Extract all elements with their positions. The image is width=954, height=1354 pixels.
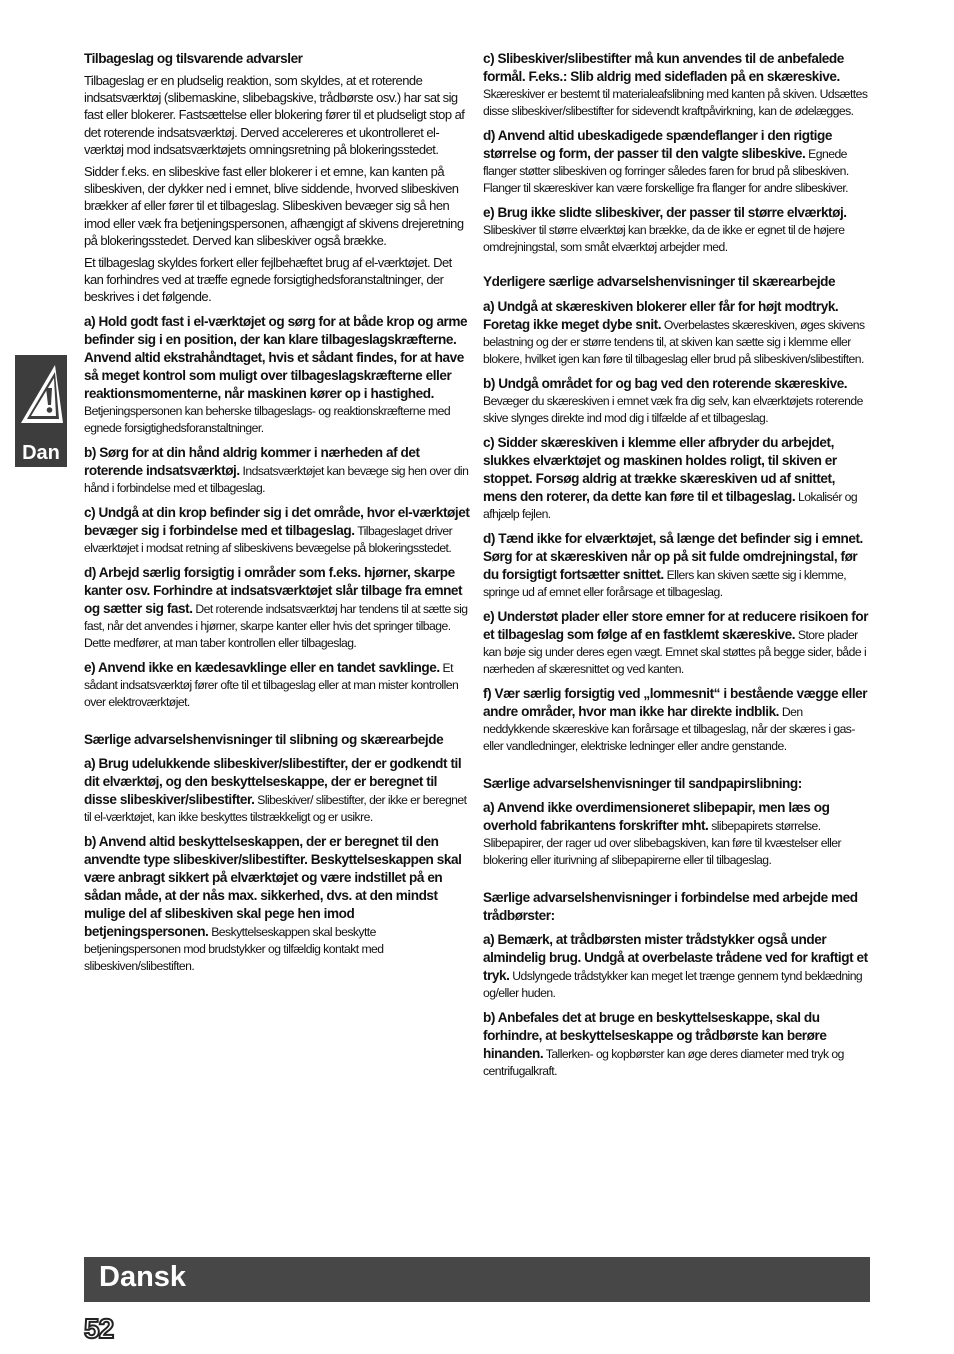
warning-item-lead: e) Understøt plader eller store emner for at reducere risikoen for et tilbageslag som følge af en fastklemt skæreskive. xyxy=(483,608,869,642)
warning-item-body: Store plader kan bøje sig under deres egen vægt. Emnet skal støttes på begge sider, både i nærheden af skæresnittet og ved kanten. xyxy=(483,627,867,676)
warning-item xyxy=(84,659,470,711)
warning-item xyxy=(483,530,869,601)
warning-item-body: Slibeskiver/ slibestifter, der ikke er beregnet til el-værktøjet, kan ikke beskyttes tilstrækkeligt og er usikre. xyxy=(84,793,467,825)
warning-item-lead: b) Anbefales det at bruge en beskyttelseskappe, skal du forhindre, at beskyttelseskappe og trådbørste kan berøre hinanden. xyxy=(483,1010,827,1061)
footer-language-title: Dansk xyxy=(99,1261,187,1293)
warning-item-lead: f) Vær særlig forsigtig ved „lommesnit“ i bestående vægge eller andre områder, hvor man ikke har direkte indblik. xyxy=(483,685,868,719)
warning-item-lead: d) Tænd ikke for elværktøjet, så længe det befinder sig i emnet. Sørg for at skæreskiven når op på sit fulde omdrejningstal, før du forsigtigt fortsætter snittet. xyxy=(483,530,863,582)
warning-item xyxy=(84,444,470,497)
left-column xyxy=(84,50,470,975)
warning-item-body: Ellers kan skiven sætte sig i klemme, springe ud af emnet eller forårsage et tilbageslag. xyxy=(483,567,847,599)
warning-item xyxy=(483,50,869,120)
body-paragraph: Sidder f.eks. en slibeskive fast eller blokerer i et emne, kan kanten på slibeskiven, der dykker ned i emnet, blive siddende, hvorved slibeskiven brækker af eller fører til et tilbageslag. Slibeskiven bevæger sig så hen imod eller væk fra betjeningspersonen, afhængigt af skivens drejeretning på blokeringsstedet. Derved kan slibeskiver også brække. xyxy=(84,163,464,249)
warning-item xyxy=(84,313,470,437)
warning-item-lead: e) Anvend ikke en kædesavklinge eller en tandet savklinge. xyxy=(84,659,440,675)
warning-item-lead: a) Hold godt fast i el-værktøjet og sørg for at både krop og arme befinder sig i en position, der kan klare tilbageslagskræfterne. Anvend altid ekstrahåndtaget, hvis et sådant findes, for at have så meget kontrol som muligt over tilbageslagskræfterne eller reaktionsmomenterne, når maskinen kører op i hastighed. xyxy=(84,313,468,401)
warning-item-lead: c) Sidder skæreskiven i klemme eller afbryder du arbejdet, slukkes elværktøjet og maskinen holdes roligt, til skiven er stoppet. Forsøg aldrig at trække skæreskiven ud af snittet, mens den roterer, da dette kan føre til et tilbageslag. xyxy=(483,434,837,504)
section-heading: Særlige advarselshenvisninger til sandpapirslibning: xyxy=(483,775,802,791)
warning-item xyxy=(483,204,869,256)
warning-item-lead: c) Undgå at din krop befinder sig i det område, hvor el-værktøjet bevæger sig i forbindelse med et tilbageslag. xyxy=(84,504,470,538)
section-heading: Særlige advarselshenvisninger i forbindelse med arbejde med trådbørster: xyxy=(483,890,858,923)
warning-item xyxy=(84,504,470,557)
warning-item-lead: c) Slibeskiver/slibestifter må kun anvendes til de anbefalede formål. F.eks.: Slib aldrig med sidefladen på en skæreskive. xyxy=(483,51,844,84)
warning-item-body: Overbelastes skæreskiven, øges skivens belastning og der er større tendens til, at skiven kan sætte sig i klemme eller blokere, hvilket igen kan føre til tilbageslag eller brud på slibeskiven/slibestiften. xyxy=(483,317,865,366)
language-tab-label: Dan xyxy=(22,442,60,464)
warning-item-body: Det roterende indsatsværktøj har tendens til at sætte sig fast, når det anvendes i hjørner, skarpe kanter eller hvis det springer tilbage. Dette medfører, at man taber kontrollen eller tilbageslag. xyxy=(84,601,468,650)
warning-item-body: Beskyttelseskappen skal beskytte betjeningspersonen mod brudstykker og tilfældig kontakt med slibeskiven/slibestiften. xyxy=(84,925,384,974)
section-heading: Særlige advarselshenvisninger til slibning og skærearbejde xyxy=(84,731,444,747)
warning-item-lead: a) Undgå at skæreskiven blokerer eller får for højt modtryk. Foretag ikke meget dybe snit. xyxy=(483,298,839,332)
right-column xyxy=(483,50,869,1080)
warning-item-lead: d) Anvend altid ubeskadigede spændeflanger i den rigtige størrelse og form, der passer til den valgte slibeskive. xyxy=(483,128,832,161)
warning-item-body: Lokalisér og afhjælp fejlen. xyxy=(483,489,858,521)
warning-item xyxy=(483,127,869,197)
warning-item-body: Tallerken- og kopbørster kan øge deres diameter med tryk og centrifugalkraft. xyxy=(483,1047,844,1078)
warning-item-lead: b) Sørg for at din hånd aldrig kommer i nærheden af det roterende indsatsværktøj. xyxy=(84,444,420,478)
warning-item xyxy=(483,434,869,523)
warning-item-body: Et sådant indsatsværktøj fører ofte til et tilbageslag eller at man mister kontrollen over elektroværktøjet. xyxy=(84,660,459,709)
warning-item xyxy=(483,1009,869,1080)
warning-item-lead: a) Bemærk, at trådbørsten mister trådstykker også under almindelig brug. Undgå at overbelaste trådene ved for kraftigt et tryk. xyxy=(483,932,868,983)
body-paragraph: Tilbageslag er en pludselig reaktion, som skyldes, at et roterende indsatsværktøj (slibemaskine, slibebagskive, trådbørste osv.) har sat sig fast eller blokerer. Fastsættelse eller blokering fører til et pludseligt stop af det roterende indsatsværktøj. Derved accelereres et ukontrolleret el-værktøj mod indsatsværktøjets omningsretning på blokeringsstedet. xyxy=(84,72,465,158)
warning-item xyxy=(84,755,470,826)
section-heading: Tilbageslag og tilsvarende advarsler xyxy=(84,51,303,66)
warning-item-lead: e) Brug ikke slidte slibeskiver, der passer til større elværktøj. xyxy=(483,205,847,220)
warning-item xyxy=(84,833,470,975)
warning-item-body: Betjeningspersonen kan beherske tilbageslags- og reaktionskræfterne med egnede forsigtighedsforanstaltninger. xyxy=(84,403,451,435)
warning-item xyxy=(483,298,869,368)
warning-item xyxy=(483,799,869,869)
warning-item xyxy=(483,608,869,678)
body-paragraph: Et tilbageslag skyldes forkert eller fejlbehæftet brug af el-værktøjet. Det kan forhindres ved at træffe egnede forsigtighedsforanstaltninger, der beskrives i det følgende. xyxy=(84,254,452,305)
warning-item-body: slibepapirets størrelse. Slibepapirer, der rager ud over slibebagskiven, kan føre til kvæstelser eller blokering eller iturivning af slibepapirerne eller til tilbageslag. xyxy=(483,819,841,867)
warning-item-body: Tilbageslaget driver elværktøjet i modsat retning af slibeskivens bevægelse på blokeringsstedet. xyxy=(84,523,453,555)
page-number: 52 xyxy=(84,1313,114,1344)
footer-language-bar xyxy=(84,1257,870,1302)
warning-triangle-icon xyxy=(15,359,67,431)
warning-item xyxy=(483,931,869,1002)
warning-item-body: Den neddykkende skæreskive kan forårsage et tilbageslag, når der skæres i gas- eller vandledninger, elektriske ledninger eller andre genstande. xyxy=(483,704,855,753)
warning-item xyxy=(483,375,869,427)
warning-item-lead: d) Arbejd særlig forsigtig i områder som f.eks. hjørner, skarpe kanter osv. Forhindre at indsatsværktøjet slår tilbage fra emnet og sætter sig fast. xyxy=(84,564,463,616)
warning-item-lead: a) Anvend ikke overdimensioneret slibepapir, men læs og overhold fabrikantens forskrifter mht. xyxy=(483,800,830,833)
warning-item-body: Indsatsværktøjet kan bevæge sig hen over din hånd i forbindelse med et tilbageslag. xyxy=(84,463,469,495)
warning-item-body: Egnede flanger støtter slibeskiven og forringer således faren for brud på slibeskiven. Flanger til skæreskiver kan være forskellige fra flanger for andre slibeskiver. xyxy=(483,147,849,195)
warning-item xyxy=(483,685,869,755)
warning-item-body: Bevæger du skæreskiven i emnet væk fra dig selv, kan elværktøjets roterende skive slynges direkte ind mod dig i tilfælde af et tilbageslag. xyxy=(483,393,863,425)
section-heading: Yderligere særlige advarselshenvisninger til skærearbejde xyxy=(483,274,836,289)
language-side-tab xyxy=(15,355,67,467)
warning-item-body: Skæreskiver er bestemt til materialeafslibning med kanten på skiven. Udsættes disse slibeskiver/slibestifter for sidevendt kraftpåvirkning, kan de ødelægges. xyxy=(483,87,868,118)
warning-item-lead: b) Anvend altid beskyttelseskappen, der er beregnet til den anvendte type slibeskiver/slibestifter. Beskyttelseskappen skal være anbragt sikkert på elværktøjet og være indstillet på en sådan måde, at der nås max. sikkerhed, dvs. at den mindst mulige del af slibeskiven skal pege hen imod betjeningspersonen. xyxy=(84,834,462,940)
warning-item xyxy=(84,564,470,652)
warning-item-body: Slibeskiver til større elværktøj kan brække, da de ikke er egnet til de højere omdrejningstal, som småt elværktøj arbejder med. xyxy=(483,223,845,254)
warning-item-lead: a) Brug udelukkende slibeskiver/slibestifter, der er godkendt til dit elværktøj, og den beskyttelseskappe, der er beregnet til disse slibeskiver/slibestifter. xyxy=(84,756,462,808)
warning-item-lead: b) Undgå området for og bag ved den roterende skæreskive. xyxy=(483,375,848,391)
warning-item-body: Udslyngede trådstykker kan meget let trænge gennem tynd beklædning og/eller huden. xyxy=(483,969,863,1000)
